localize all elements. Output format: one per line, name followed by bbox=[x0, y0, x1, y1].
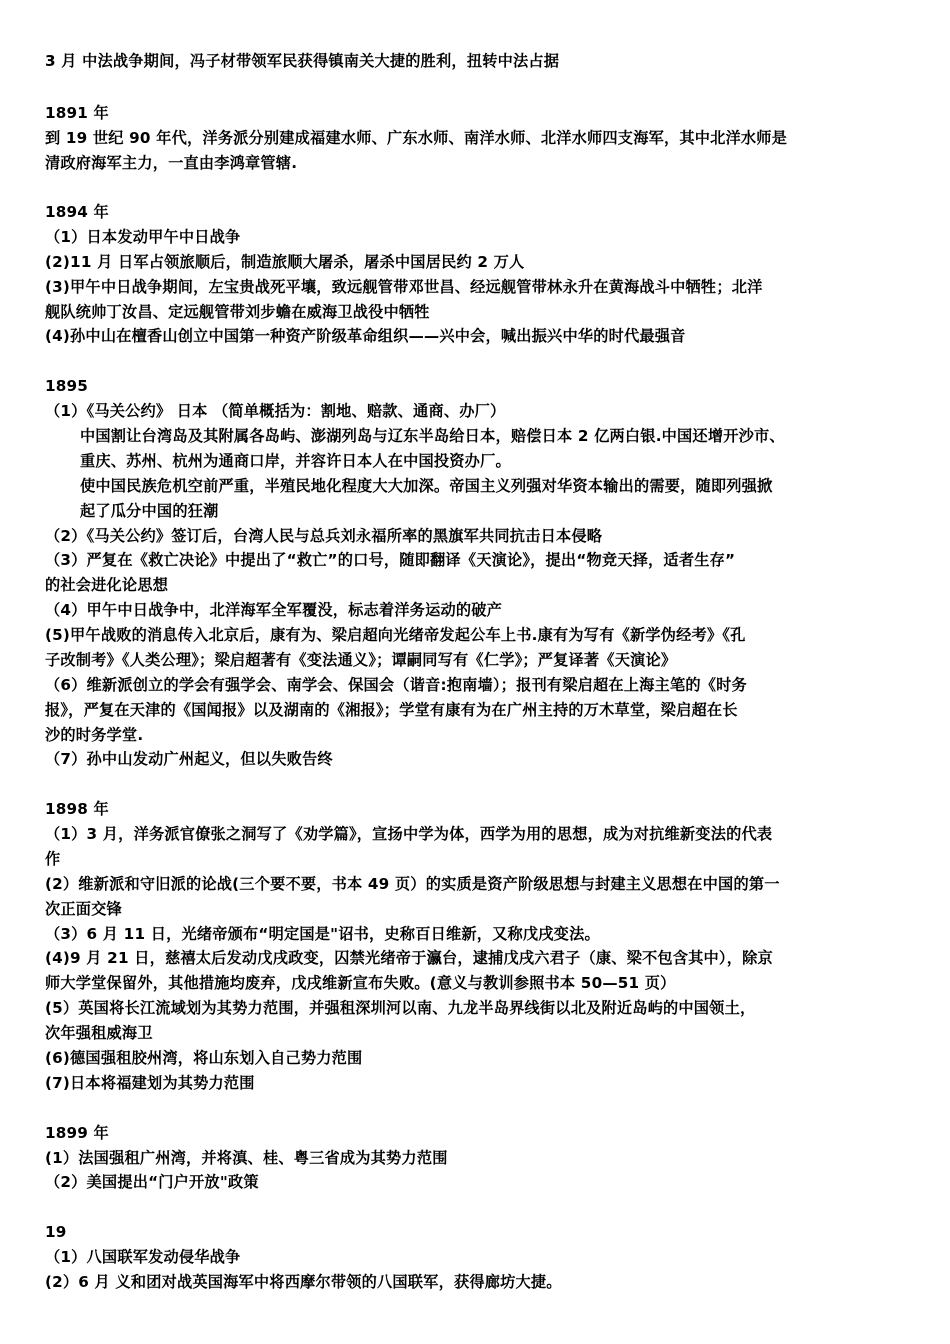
year-heading: 1898 年 bbox=[45, 800, 109, 818]
text-line: （3）严复在《救亡决论》中提出了“救亡”的口号，随即翻译《天演论》，提出“物竞天择，适者生存” bbox=[45, 551, 736, 569]
text-line: （1）日本发动甲午中日战争 bbox=[45, 228, 241, 246]
text-line: (1）法国强租广州湾，并将滇、桂、粤三省成为其势力范围 bbox=[45, 1149, 448, 1167]
text-line: （6）维新派创立的学会有强学会、南学会、保国会（谐音:抱南墙）；报刊有梁启超在上海主笔的《时务 bbox=[45, 676, 747, 694]
text-line: 起了瓜分中国的狂潮 bbox=[80, 502, 219, 520]
text-line: (5）英国将长江流域划为其势力范围，并强租深圳河以南、九龙半岛界线街以北及附近岛屿的中国领土， bbox=[45, 999, 756, 1017]
text-line: （1）八国联军发动侵华战争 bbox=[45, 1248, 241, 1266]
year-heading: 1899 年 bbox=[45, 1124, 109, 1142]
text-line: 作 bbox=[45, 850, 61, 868]
text-line: (7)日本将福建划为其势力范围 bbox=[45, 1074, 255, 1092]
text-line: (4)孙中山在檀香山创立中国第一种资产阶级革命组织——兴中会，喊出振兴中华的时代最强音 bbox=[45, 327, 686, 345]
year-heading: 1895 bbox=[45, 377, 89, 395]
text-line: 重庆、苏州、杭州为通商口岸，并容许日本人在中国投资办厂。 bbox=[80, 452, 511, 470]
text-line: 清政府海军主力，一直由李鸿章管辖. bbox=[45, 154, 298, 172]
text-line: (5)甲午战败的消息传入北京后，康有为、梁启超向光绪帝发起公车上书.康有为写有《新学伪经考》《孔 bbox=[45, 626, 746, 644]
text-line: （1）《马关公约》 日本 （简单概括为：割地、赔款、通商、办厂） bbox=[45, 402, 506, 420]
text-line: 子改制考》《人类公理》；梁启超著有《变法通义》；谭嗣同写有《仁学》；严复译著《天演论》 bbox=[45, 651, 677, 669]
text-line: 舰队统帅丁汝昌、定远舰管带刘步蟾在威海卫战役中牺牲 bbox=[45, 303, 430, 321]
text-line: 报》，严复在天津的《国闻报》以及湖南的《湘报》；学堂有康有为在广州主持的万木草堂，梁启超在长 bbox=[45, 701, 738, 719]
text-line: 使中国民族危机空前严重，半殖民地化程度大大加深。帝国主义列强对华资本输出的需要，随即列强掀 bbox=[80, 477, 773, 495]
text-line: (2）6 月 义和团对战英国海军中将西摩尔带领的八国联军，获得廊坊大捷。 bbox=[45, 1273, 562, 1291]
text-line: 3 月 中法战争期间，冯子材带领军民获得镇南关大捷的胜利，扭转中法占据 bbox=[45, 52, 560, 70]
text-line: （4）甲午中日战争中，北洋海军全军覆没，标志着洋务运动的破产 bbox=[45, 601, 503, 619]
text-line: 次正面交锋 bbox=[45, 900, 122, 918]
text-line: (3)甲午中日战争期间，左宝贵战死平壤，致远舰管带邓世昌、经远舰管带林永升在黄海战斗中牺牲；北洋 bbox=[45, 278, 763, 296]
text-line: (2）维新派和守旧派的论战(三个要不要，书本 49 页）的实质是资产阶级思想与封建主义思想在中国的第一 bbox=[45, 875, 780, 893]
text-line: 师大学堂保留外，其他措施均废弃，戊戌维新宣布失败。(意义与教训参照书本 50—51 页） bbox=[45, 974, 676, 992]
year-heading: 1894 年 bbox=[45, 203, 109, 221]
text-line: 到 19 世纪 90 年代，洋务派分别建成福建水师、广东水师、南洋水师、北洋水师四支海军，其中北洋水师是 bbox=[45, 129, 788, 147]
year-heading: 19 bbox=[45, 1223, 67, 1241]
text-line: （2）《马关公约》签订后，台湾人民与总兵刘永福所率的黑旗军共同抗击日本侵略 bbox=[45, 527, 603, 545]
text-line: 的社会进化论思想 bbox=[45, 576, 169, 594]
text-line: 中国割让台湾岛及其附属各岛屿、澎湖列岛与辽东半岛给日本，赔偿日本 2 亿两白银.中国还增开沙市、 bbox=[80, 427, 785, 445]
text-line: (6)德国强租胶州湾，将山东划入自己势力范围 bbox=[45, 1049, 363, 1067]
text-line: 沙的时务学堂. bbox=[45, 726, 144, 744]
text-line: (2)11 月 日军占领旅顺后，制造旅顺大屠杀，屠杀中国居民约 2 万人 bbox=[45, 253, 525, 271]
text-line: （3）6 月 11 日，光绪帝颁布“明定国是"诏书，史称百日维新，又称戊戌变法。 bbox=[45, 925, 600, 943]
text-line: (4)9 月 21 日，慈禧太后发动戊戌政变，囚禁光绪帝于瀛台，逮捕戊戌六君子（康、梁不包含其中），除京 bbox=[45, 949, 773, 967]
text-line: 次年强租威海卫 bbox=[45, 1024, 153, 1042]
year-heading: 1891 年 bbox=[45, 104, 109, 122]
text-line: （1）3 月，洋务派官僚张之洞写了《劝学篇》，宣扬中学为体，西学为用的思想，成为对抗维新变法的代表 bbox=[45, 825, 773, 843]
text-line: （7）孙中山发动广州起义，但以失败告终 bbox=[45, 750, 333, 768]
text-line: （2）美国提出“门户开放"政策 bbox=[45, 1173, 259, 1191]
